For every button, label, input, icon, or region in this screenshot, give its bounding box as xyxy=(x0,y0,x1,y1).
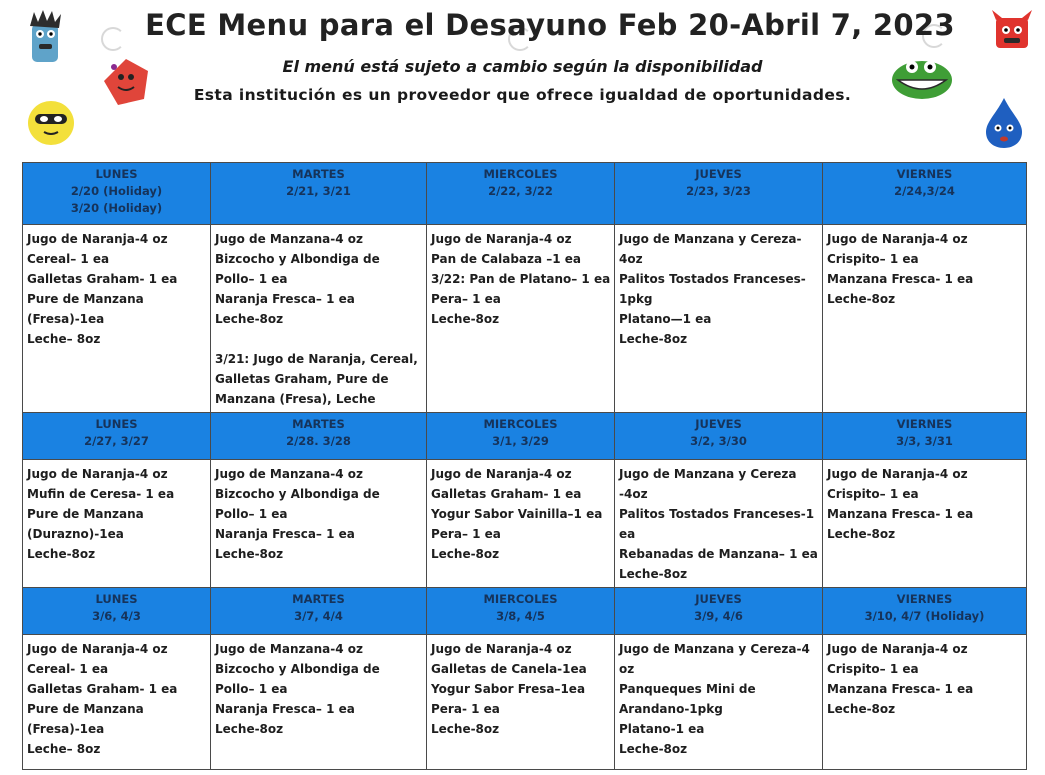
day-name: LUNES xyxy=(95,167,138,181)
day-dates: 2/24,3/24 xyxy=(894,184,955,198)
menu-item: Jugo de Naranja-4 oz xyxy=(827,467,968,481)
day-header-miercoles xyxy=(427,163,615,225)
menu-item: Leche-8oz xyxy=(827,527,896,541)
day-dates: 2/23, 3/23 xyxy=(686,184,751,198)
breakfast-menu-table xyxy=(22,162,1027,770)
menu-item: Leche-8oz xyxy=(431,312,500,326)
week-2-menu-row xyxy=(23,460,1027,588)
week-3-header-row xyxy=(23,588,1027,635)
menu-item: Palitos Tostados Franceses-1 ea xyxy=(619,507,815,541)
day-name: VIERNES xyxy=(896,592,953,606)
menu-cell-jueves xyxy=(615,460,823,588)
menu-cell-miercoles xyxy=(427,460,615,588)
day-dates: 3/9, 4/6 xyxy=(694,609,743,623)
day-header-martes xyxy=(211,588,427,635)
day-dates: 3/2, 3/30 xyxy=(690,434,747,448)
menu-item: Leche-8oz xyxy=(431,722,500,736)
day-name: MARTES xyxy=(292,592,345,606)
day-dates: 3/20 (Holiday) xyxy=(70,201,163,215)
menu-item: Leche-8oz xyxy=(215,547,284,561)
menu-item: Crispito– 1 ea xyxy=(827,662,919,676)
menu-item: Leche-8oz xyxy=(431,547,500,561)
menu-item: Bizcocho y Albondiga de Pollo– 1 ea xyxy=(215,252,380,286)
day-name: VIERNES xyxy=(896,417,953,431)
day-name: JUEVES xyxy=(695,417,742,431)
menu-cell-martes xyxy=(211,460,427,588)
day-dates: 3/10, 4/7 (Holiday) xyxy=(864,609,985,623)
menu-item: Naranja Fresca– 1 ea xyxy=(215,292,355,306)
menu-cell-miercoles xyxy=(427,225,615,413)
menu-item: Leche-8oz xyxy=(619,742,688,756)
menu-item: Cereal– 1 ea xyxy=(27,252,110,266)
day-header-lunes xyxy=(23,413,211,460)
day-dates: 3/1, 3/29 xyxy=(492,434,549,448)
menu-cell-jueves xyxy=(615,225,823,413)
week-3-menu-row xyxy=(23,635,1027,770)
menu-item: Pure de Manzana (Fresa)-1ea xyxy=(27,292,144,326)
day-name: MIERCOLES xyxy=(483,592,558,606)
day-header-jueves xyxy=(615,163,823,225)
menu-item: Leche-8oz xyxy=(27,547,96,561)
menu-cell-viernes xyxy=(823,635,1027,770)
menu-cell-martes xyxy=(211,635,427,770)
menu-item: Manzana Fresca- 1 ea xyxy=(827,272,974,286)
menu-item: Jugo de Manzana-4 oz xyxy=(215,642,363,656)
menu-item: Jugo de Naranja-4 oz xyxy=(431,232,572,246)
day-header-jueves xyxy=(615,588,823,635)
day-header-viernes xyxy=(823,588,1027,635)
menu-cell-jueves xyxy=(615,635,823,770)
menu-item: Jugo de Manzana-4 oz xyxy=(215,467,363,481)
blue-drop-monster-icon xyxy=(982,96,1026,150)
week-1-menu-row xyxy=(23,225,1027,413)
menu-item: Leche-8oz xyxy=(619,567,688,581)
menu-item: Leche-8oz xyxy=(215,312,284,326)
menu-item: Leche-8oz xyxy=(215,722,284,736)
day-name: LUNES xyxy=(95,417,138,431)
menu-item: Platano-1 ea xyxy=(619,722,705,736)
menu-cell-lunes xyxy=(23,635,211,770)
menu-item: Galletas Graham- 1 ea xyxy=(27,272,178,286)
day-header-viernes xyxy=(823,163,1027,225)
menu-item: Bizcocho y Albondiga de Pollo– 1 ea xyxy=(215,662,380,696)
menu-item: Leche-8oz xyxy=(619,332,688,346)
menu-item: Jugo de Manzana-4 oz xyxy=(215,232,363,246)
spacer xyxy=(215,329,423,349)
day-name: MIERCOLES xyxy=(483,167,558,181)
menu-item: Pure de Manzana (Fresa)-1ea xyxy=(27,702,144,736)
menu-item: Pera– 1 ea xyxy=(431,527,501,541)
day-dates: 2/27, 3/27 xyxy=(84,434,149,448)
menu-cell-lunes xyxy=(23,460,211,588)
day-dates: 3/6, 4/3 xyxy=(92,609,141,623)
menu-item: Jugo de Manzana y Cereza-4oz xyxy=(619,232,802,266)
menu-item: Naranja Fresca– 1 ea xyxy=(215,527,355,541)
menu-item: Jugo de Naranja-4 oz xyxy=(27,642,168,656)
menu-item: 3/22: Pan de Platano– 1 ea xyxy=(431,272,611,286)
menu-item: Galletas de Canela-1ea xyxy=(431,662,587,676)
day-name: JUEVES xyxy=(695,167,742,181)
menu-item: Naranja Fresca– 1 ea xyxy=(215,702,355,716)
day-name: MARTES xyxy=(292,417,345,431)
menu-item: Jugo de Naranja-4 oz xyxy=(827,642,968,656)
menu-item: Pera- 1 ea xyxy=(431,702,500,716)
day-dates: 2/22, 3/22 xyxy=(488,184,553,198)
day-dates: 3/3, 3/31 xyxy=(896,434,953,448)
menu-item: Jugo de Naranja-4 oz xyxy=(827,232,968,246)
menu-item: Leche– 8oz xyxy=(27,332,101,346)
menu-item: Leche-8oz xyxy=(827,292,896,306)
day-dates: 2/28. 3/28 xyxy=(286,434,351,448)
page-subtitle: El menú está sujeto a cambio según la disponibilidad xyxy=(282,57,763,76)
menu-item: Leche– 8oz xyxy=(27,742,101,756)
menu-item: Jugo de Manzana y Cereza -4oz xyxy=(619,467,797,501)
menu-item: Bizcocho y Albondiga de Pollo– 1 ea xyxy=(215,487,380,521)
day-header-martes xyxy=(211,413,427,460)
menu-item: Jugo de Naranja-4 oz xyxy=(27,232,168,246)
day-name: LUNES xyxy=(95,592,138,606)
menu-item: Jugo de Manzana y Cereza-4 oz xyxy=(619,642,810,676)
equal-opportunity-notice: Esta institución es un proveedor que ofrece igualdad de oportunidades. xyxy=(193,86,852,104)
menu-item: Platano—1 ea xyxy=(619,312,712,326)
day-dates: 3/7, 4/4 xyxy=(294,609,343,623)
menu-item: Galletas Graham- 1 ea xyxy=(27,682,178,696)
menu-item: Rebanadas de Manzana– 1 ea xyxy=(619,547,818,561)
day-name: VIERNES xyxy=(896,167,953,181)
menu-item: Yogur Sabor Vainilla–1 ea xyxy=(431,507,603,521)
menu-item: Manzana Fresca- 1 ea xyxy=(827,682,974,696)
menu-item: Pera– 1 ea xyxy=(431,292,501,306)
day-header-lunes xyxy=(23,588,211,635)
yellow-blob-monster-icon xyxy=(26,98,76,146)
menu-cell-martes xyxy=(211,225,427,413)
menu-cell-lunes xyxy=(23,225,211,413)
menu-cell-miercoles xyxy=(427,635,615,770)
menu-item: Cereal- 1 ea xyxy=(27,662,109,676)
day-name: JUEVES xyxy=(695,592,742,606)
day-dates: 2/20 (Holiday) xyxy=(70,184,163,198)
menu-item: Crispito– 1 ea xyxy=(827,252,919,266)
menu-item: Pure de Manzana (Durazno)-1ea xyxy=(27,507,144,541)
menu-item: Galletas Graham- 1 ea xyxy=(431,487,582,501)
menu-item: 3/21: Jugo de Naranja, Cereal, Galletas Graham, Pure de Manzana (Fresa), Leche xyxy=(215,352,418,406)
week-1-header-row xyxy=(23,163,1027,225)
menu-item: Palitos Tostados Franceses-1pkg xyxy=(619,272,806,306)
day-dates: 3/8, 4/5 xyxy=(496,609,545,623)
day-name: MIERCOLES xyxy=(483,417,558,431)
page-title: ECE Menu para el Desayuno Feb 20-Abril 7, 2023 xyxy=(145,8,955,42)
menu-item: Pan de Calabaza –1 ea xyxy=(431,252,582,266)
day-header-martes xyxy=(211,163,427,225)
day-header-miercoles xyxy=(427,413,615,460)
menu-item: Manzana Fresca- 1 ea xyxy=(827,507,974,521)
menu-item: Leche-8oz xyxy=(827,702,896,716)
menu-item: Jugo de Naranja-4 oz xyxy=(431,467,572,481)
menu-item: Yogur Sabor Fresa–1ea xyxy=(431,682,586,696)
menu-item: Panqueques Mini de Arandano-1pkg xyxy=(619,682,756,716)
day-header-viernes xyxy=(823,413,1027,460)
menu-cell-viernes xyxy=(823,225,1027,413)
day-name: MARTES xyxy=(292,167,345,181)
menu-item: Crispito– 1 ea xyxy=(827,487,919,501)
week-2-header-row xyxy=(23,413,1027,460)
menu-item: Jugo de Naranja-4 oz xyxy=(27,467,168,481)
day-header-jueves xyxy=(615,413,823,460)
menu-item: Mufin de Ceresa- 1 ea xyxy=(27,487,175,501)
day-dates: 2/21, 3/21 xyxy=(286,184,351,198)
menu-cell-viernes xyxy=(823,460,1027,588)
day-header-miercoles xyxy=(427,588,615,635)
menu-item: Jugo de Naranja-4 oz xyxy=(431,642,572,656)
day-header-lunes xyxy=(23,163,211,225)
